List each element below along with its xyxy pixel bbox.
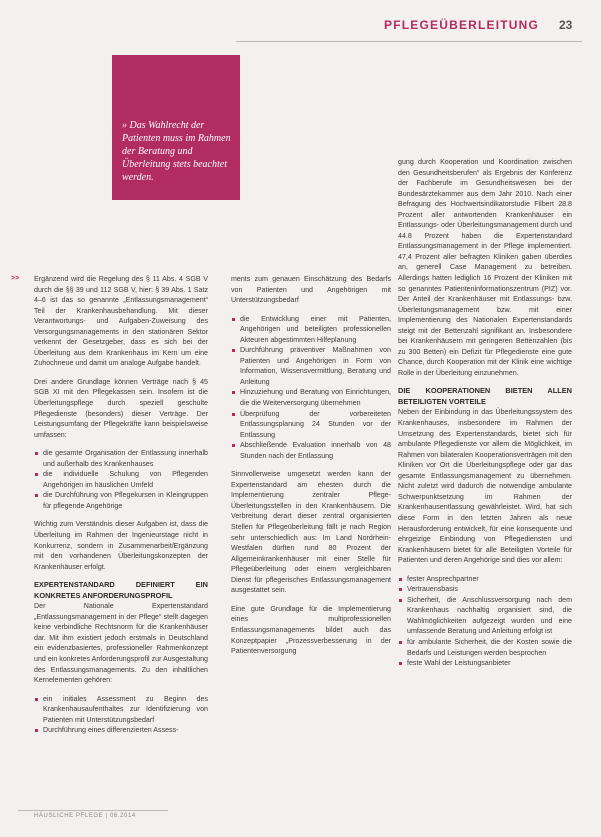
- section-heading: DIE KOOPERATIONEN BIETEN ALLEN BETEILIGTEN VORTEILE: [398, 386, 572, 406]
- pull-quote: [112, 55, 240, 200]
- paragraph: gung durch Kooperation und Koordination zwischen den Gesundheitsberufen“ als Ergebnis der Konferenz der Fachberufe im Gesundheitswesen bei der Bundesärztekammer aus dem Jahr 2010. Nach einer Befragung des Hochwertsindikatorstudie Filbert 28.8 Prozent aller antwortenden Krankenhäuser ein Entlassungs- oder Überleitungsmanagement durch und 44.8 Prozent haben die Expertenstandard Entlassungsmanagement in der Pflege implementiert. 47,4 Prozent aller befragten Kliniken gaben überdies an, generell Case Management zu betreiben. Allerdings hatten lediglich 16 Prozent der Kliniken mit so genanntes Patienteninformationszentrum (PIZ) vor. Der Anteil der Krankenhäuser mit Entlassungs- bzw. Überleitungsmanagement bzw. mit einer Implementierung des Nationalen Expertenstandards steigt mit der Bettenzahl signifikant an. Insbesondere bei Krankenhäusern mit geringeren Bettenzahlen (bis zu 300 Betten) ein Defizit für Pflegedienste eine gute Chance, durch Kooperation mit der Klinik eine wichtige Rolle in der Überleitung einzunehmen.: [398, 158, 572, 377]
- quote-body: Das Wahlrecht der Patienten muss im Rahmen der Beratung und Überleitung stets beachtet werden.: [122, 120, 231, 183]
- paragraph: Neben der Einbindung in das Überleitungssystem des Krankenhauses, insbesondere im Rahmen der Umsetzung des Expertenstandards, bietet sich für ambulante Pflegedienste vor allem die Möglichkeit, im Rahmen von bilateralen Kooperationsverträgen mit den Kliniken vor Ort die Überleitungspflege oder gar das gesamte Entlassungsmanagement zu übernehmen. Nicht zuletzt wird dadurch die notwendige ambulante Schwerpunktsetzung im Rahmen der Krankenhausentlassung gewährleistet. Wird, hat sich diese Form in den letzten Jahren als neue Herausforderung entwickelt, für eine konsequente und ehrgeizige Einbindung von Pflegediensten und Krankenhäusern bietet für alle Beteiligten Vorteile für Patienten und deren Angehörige sind dies vor allem:: [398, 408, 572, 565]
- list-item: die Entwicklung einer mit Patienten, Angehörigen und beteiligten professionellen Akteuren abgestimmten Hilfeplanung: [231, 314, 391, 346]
- footer-divider: [18, 810, 168, 811]
- quote-marker: »: [122, 120, 127, 131]
- list-item: fester Ansprechpartner: [398, 574, 572, 585]
- list-item: feste Wahl der Leistungsanbieter: [398, 658, 572, 669]
- page-footer: HÄUSLICHE PFLEGE | 06.2014: [34, 813, 136, 819]
- list-item: die gesamte Organisation der Entlassung innerhalb und außerhalb des Krankenhauses: [34, 448, 208, 469]
- paragraph: Der Nationale Expertenstandard „Entlassungsmanagement in der Pflege“ stellt dagegen keine verbindliche Rechtsnorm für die Krankenhäuser dar. Mit ihm existiert jedoch erstmals in Deutschland ein evidenzbasiertes, professioneller Rahmenkonzept und ein konkretes Anforderungsprofil zur Ausgestaltung des Entlassungsmanagements. Zu den inhaltlichen Kernelementen gehören:: [34, 602, 208, 685]
- continuation-arrow-icon: >>: [11, 275, 20, 282]
- list-item: Vertrauensbasis: [398, 584, 572, 595]
- paragraph: Sinnvollerweise umgesetzt werden kann der Expertenstandard am ehesten durch die Implementierung zentraler Pflege-Überleitungsstellen in den Krankenhäusern. Die Verbreitung derart dieser zentral organisierten Stellen für Pflegeüberleitung fällt je nach Region sehr unterschiedlich aus: Im Land Nordrhein-Westfalen dürften rund 80 Prozent der Allgemeinkrankenhäuser mit einer Stelle für Pflegeüberleitung oder einem vergleichbaren Dienst für pflegerisches Entlassungsmanagement ausgestattet sein.: [231, 470, 391, 595]
- list-item: Hinzuziehung und Beratung von Einrichtungen, die die Weiterversorgung übernehmen: [231, 387, 391, 408]
- bullet-list: [34, 448, 208, 511]
- section-heading: EXPERTENSTANDARD DEFINIERT EIN KONKRETES ANFORDERUNGSPROFIL: [34, 580, 208, 600]
- list-item: die Durchführung von Pflegekursen in Kleingruppen für pflegende Angehörige: [34, 490, 208, 511]
- list-item: Durchführung eines differenzierten Assess-: [34, 725, 208, 736]
- text-column-2: [231, 274, 391, 665]
- list-item: Durchführung präventiver Maßnahmen von Patienten und Angehörigen in Form von Information, Wissensvermittlung, Beratung und Anleitung: [231, 345, 391, 387]
- list-item: ein initiales Assessment zu Beginn des Krankenhausaufenthaltes zur Identifizierung von Patienten mit Unterstützungsbedarf: [34, 694, 208, 726]
- list-item: die individuelle Schulung von Pflegenden Angehörigen im häuslichen Umfeld: [34, 469, 208, 490]
- page-header: [384, 18, 580, 38]
- list-item: Sicherheit, die Anschlussversorgung nach dem Krankenhaus nachhaltig organisiert sind, die Wahlmöglichkeiten aufgezeigt wurden und eine umfassende Beratung und Anleitung erfolgt ist: [398, 595, 572, 637]
- paragraph: Drei andere Grundlage können Verträge nach § 45 SGB XI mit den Pflegekassen sein. Insofern ist die Überleitungspflege durch speziell geschulte Pflegedienste (besonders) dieser Verträge. Der Leistungsumfang der Pflegekräfte kann beispielsweise umfassen:: [34, 377, 208, 439]
- list-item: Abschließende Evaluation innerhalb von 48 Stunden nach der Entlassung: [231, 440, 391, 461]
- bullet-list: [231, 314, 391, 462]
- paragraph: Eine gute Grundlage für die Implementierung eines multiprofessionellen Entlassungsmanagements bildet auch das Konzeptpapier „Prozessverbesserung in der Patientenversorgung: [231, 604, 391, 656]
- paragraph: Wichtig zum Verständnis dieser Aufgaben ist, dass die Überleitung im Rahmen der Ingenieurstage nicht in Konkurrenz, sondern in Zusammenarbeit/Ergänzung mit den vorhandenen Überleitungskonzepten der Krankenhäuser erfolgt.: [34, 520, 208, 571]
- list-item: für ambulante Sicherheit, die der Kosten sowie die Bedarfs und Leistungen werden besprochen: [398, 637, 572, 658]
- paragraph: ments zum genauen Einschätzung des Bedarfs von Patienten und Angehörigen mit Unterstützungsbedarf: [231, 275, 391, 305]
- pull-quote-text: [122, 119, 232, 184]
- bullet-list: [34, 694, 208, 736]
- paragraph: Ergänzend wird die Regelung des § 11 Abs. 4 SGB V durch die §§ 39 und 112 SGB V, hier: § 39 Abs. 1 Satz 4–6 ist das so genannte „Entlassungsmanagement“ Teil der Krankenhausbehandlung. Mit dieser Verantwortungs- und Aufgaben-Zuweisung des Versorgungsmanagements in den stationären Sektor verkennt der Gesetzgeber, dass es sich bei der Überleitung aus dem Krankenhaus im Kern um eine Zuhochneue und damit um analoge Aufgabe handelt.: [34, 275, 208, 368]
- text-column-3: [398, 157, 572, 677]
- header-divider: [236, 41, 582, 42]
- list-item: Überprüfung der vorbereiteten Entlassungsplanung 24 Stunden vor der Entlassung: [231, 409, 391, 441]
- text-column-1: [34, 274, 208, 744]
- page-number: 23: [559, 18, 573, 32]
- section-title: PFLEGEÜBERLEITUNG: [384, 18, 540, 32]
- bullet-list: [398, 574, 572, 669]
